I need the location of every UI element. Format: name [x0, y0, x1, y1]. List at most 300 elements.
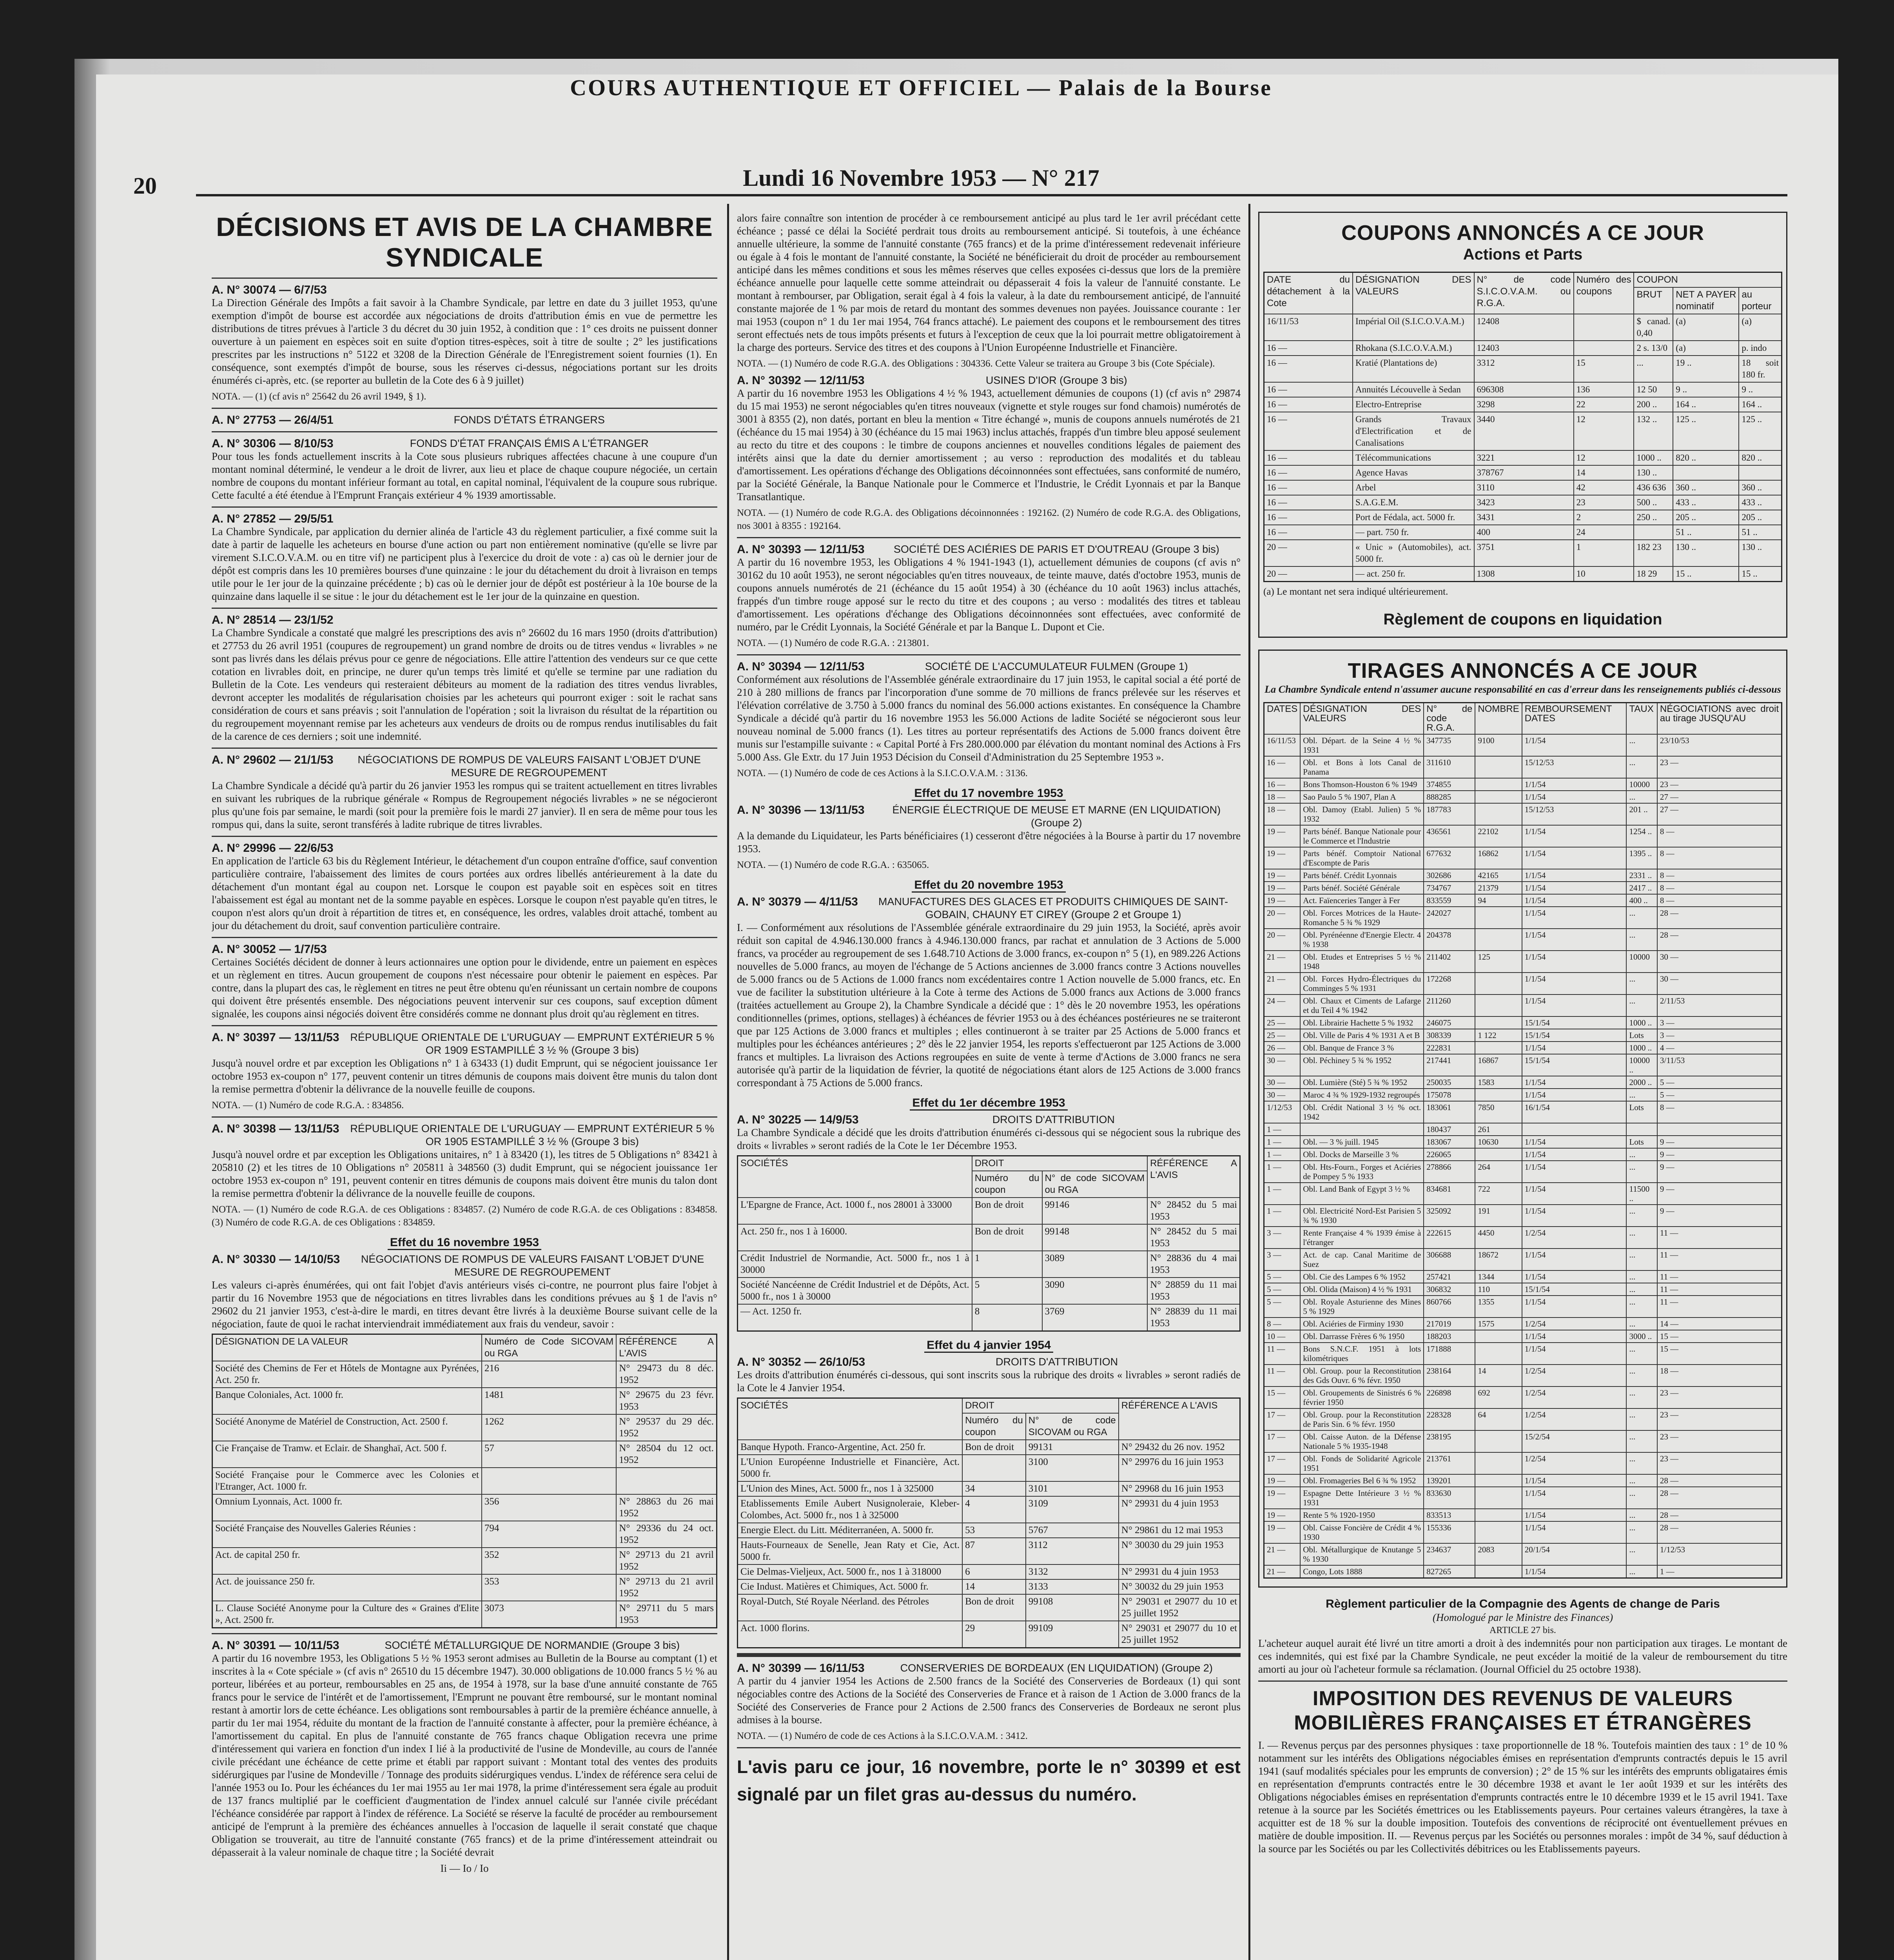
table-cell: « Unic » (Automobiles), act. 5000 fr.	[1353, 540, 1474, 566]
notice-number: A. N° 30398 — 13/11/53	[212, 1122, 339, 1135]
table-cell: L'Union Européenne Industrielle et Financière, Act. 5000 fr.	[738, 1455, 963, 1481]
table-row	[212, 1468, 717, 1494]
notice-header: A. N° 30396 — 13/11/53 ÉNERGIE ÉLECTRIQUE DE MEUSE ET MARNE (EN LIQUIDATION) (Groupe 2)	[737, 804, 1221, 829]
notice-header	[212, 753, 717, 779]
heavy-rule	[737, 1653, 1241, 1657]
table-cell	[1475, 1509, 1522, 1521]
table-cell: 110	[1475, 1283, 1522, 1296]
table-cell: 3 —	[1264, 1249, 1301, 1270]
table-cell: 1575	[1475, 1318, 1522, 1330]
table-cell: 10000	[1626, 951, 1657, 973]
table-cell: 20/1/54	[1522, 1543, 1627, 1565]
table-row	[1264, 1123, 1782, 1136]
table-cell: 374855	[1424, 778, 1475, 791]
table-cell: 19 —	[1264, 825, 1301, 847]
table-cell: 1/1/54	[1522, 1089, 1627, 1101]
table-cell: 11 —	[1657, 1227, 1782, 1249]
table-cell: 3000 ..	[1626, 1330, 1657, 1343]
table-cell: 1/1/54	[1522, 1330, 1627, 1343]
table-row	[1264, 791, 1782, 803]
table-cell: 1 —	[1264, 1123, 1301, 1136]
table-cell: Parts bénéf. Crédit Lyonnais	[1300, 869, 1424, 882]
table-cell: 15 ..	[1739, 566, 1782, 582]
table-cell: Sao Paulo 5 % 1907, Plan A	[1300, 791, 1424, 803]
table-cell	[1475, 1521, 1522, 1543]
table-row	[1264, 1318, 1782, 1330]
table-row	[1264, 1076, 1782, 1089]
table-cell: 57	[482, 1441, 616, 1468]
table-cell: 1344	[1475, 1270, 1522, 1283]
left-notices	[212, 283, 717, 1229]
table-cell: N° 30032 du 29 juin 1953	[1119, 1579, 1240, 1594]
table-cell: 25 —	[1264, 1029, 1301, 1042]
table-row	[1264, 1296, 1782, 1318]
table-cell: 16 —	[1264, 778, 1301, 791]
table-row	[212, 1521, 717, 1548]
notice-number: A. N° 30397 — 13/11/53	[212, 1031, 339, 1044]
table-cell: 1000 ..	[1626, 1042, 1657, 1054]
table-cell: 17 —	[1264, 1452, 1301, 1474]
table-cell: 16 —	[1264, 525, 1353, 540]
table-cell: 1/2/54	[1522, 1318, 1627, 1330]
table-cell: Bons S.N.C.F. 1951 à lots kilométriques	[1300, 1343, 1424, 1365]
table-cell: 226898	[1424, 1387, 1475, 1408]
table-cell: 306832	[1424, 1283, 1475, 1296]
table-cell: 4 —	[1657, 1042, 1782, 1054]
notice-body: La Chambre Syndicale a décidé qu'à partir du 26 janvier 1953 les rompus qui se traitent actuellement en titres livrables en suivant les rubriques de la rubrique générale « Rompus de Regroupement négociés livrables » ne se négocieront plus qu'une fois par semaine, le mardi (soit pour la première fois le mardi 27 janvier). Il en sera de même pour tous les rompus qui, dans la suite, seront transférés à ladite rubrique de titres livrables.	[212, 780, 717, 830]
table-cell: 3423	[1474, 495, 1574, 510]
notice-title: FONDS D'ÉTAT FRANÇAIS ÉMIS A L'ÉTRANGER	[410, 437, 649, 449]
notice-title	[341, 842, 717, 855]
table-cell: N° 29336 du 24 oct. 1952	[616, 1521, 717, 1548]
table-cell: N° 29713 du 21 avril 1952	[616, 1574, 717, 1601]
table-cell: 211402	[1424, 951, 1475, 973]
table-cell: 24	[1574, 525, 1634, 540]
table-cell: 21 —	[1264, 973, 1301, 995]
table-row	[1264, 510, 1782, 525]
table-cell: Obl. et Bons à lots Canal de Panama	[1300, 756, 1424, 778]
table-cell: 27 —	[1657, 791, 1782, 803]
table-cell: 216	[482, 1361, 616, 1388]
table-row	[1264, 1330, 1782, 1343]
table-cell: N° 29031 et 29077 du 10 et 25 juillet 1952	[1119, 1621, 1240, 1648]
table-cell: Obl. Lumière (Sté) 5 ¾ % 1952	[1300, 1076, 1424, 1089]
table-cell: 308339	[1424, 1029, 1475, 1042]
table-cell: 18 —	[1264, 791, 1301, 803]
table-cell: 3751	[1474, 540, 1574, 566]
table-cell: Impérial Oil (S.I.C.O.V.A.M.)	[1353, 314, 1474, 341]
table-cell: Société Française pour le Commerce avec les Colonies et l'Etranger, Act. 1000 fr.	[212, 1468, 482, 1494]
table-row	[738, 1224, 1240, 1251]
table-cell: ...	[1626, 1452, 1657, 1474]
table-cell: 3073	[482, 1601, 616, 1628]
middle-notices	[737, 374, 1241, 780]
notice-title	[335, 943, 717, 956]
table-cell: 347735	[1424, 734, 1475, 756]
table-cell: ...	[1626, 1487, 1657, 1509]
table-cell: ...	[1626, 1565, 1657, 1578]
table-cell: Act. de capital 250 fr.	[212, 1548, 482, 1574]
table-row	[738, 1579, 1240, 1594]
table-cell: 1/2/54	[1522, 1387, 1627, 1408]
table-cell: 5 —	[1264, 1283, 1301, 1296]
table-cell: 1000 ..	[1634, 450, 1673, 465]
table-cell: N° 28504 du 12 oct. 1952	[616, 1441, 717, 1468]
droits-table-1: SOCIÉTÉS DROIT RÉFÉRENCE A L'AVIS Numéro du coupon N° de code SICOVAM ou RGA L'Epargne de France, Act. 1000 f., nos 28001 à 33000 Bon de droit 99146 N° 28452 du 5 mai 1953 Act. 250 fr., nos 1 à 16000. Bon de droit 99148 N° 28452 du 5 mai 1953 Crédit Industriel de Normandie, Act. 5000 fr., nos 1 à 30000 1 3089 N° 28836 du 4 mai 1953 Société Nancéenne de Crédit Industriel et de Dépôts, Act. 5000 fr., nos 1 à 30000 5 3090 N° 28859 du 11 mai 1953 — Act. 1250 fr. 8 3769 N° 28839 du 11 mai 1953	[737, 1155, 1241, 1332]
table-cell: 250 ..	[1634, 510, 1673, 525]
notice-title	[341, 512, 717, 525]
table-cell: Parts bénéf. Société Générale	[1300, 882, 1424, 894]
table-cell: 3 —	[1264, 1227, 1301, 1249]
table-cell: 1/1/54	[1522, 734, 1627, 756]
table-cell: 325092	[1424, 1205, 1475, 1227]
table-cell: 19 —	[1264, 1509, 1301, 1521]
table-cell: 23 —	[1657, 1387, 1782, 1408]
table-cell: 188203	[1424, 1330, 1475, 1343]
notice-body: En application de l'article 63 bis du Règlement Intérieur, le détachement d'un coupon entraîne d'office, sauf convention particulière contraire, l'abaissement des limites de cours portées aux ordres libellés antérieurement à la date du détachement d'un montant égal au coupon net. Lorsque le coupon est payable soit en espèces soit en titres l'abaissement est égal au montant net de la somme payable en espèces. Lorsque le coupon n'est payable qu'en titres, le coupon n'est alors qu'un droit à répartition de titres et, en conséquence, les ordres, valables droit attaché, tombent au jour du détachement du droit, sauf convention particulière contraire.	[212, 855, 717, 931]
tirages-subtitle: La Chambre Syndicale entend n'assumer aucune responsabilité en cas d'erreur dans les renseignements publiés ci-dessous	[1264, 684, 1781, 695]
table-cell: Act. de cap. Canal Maritime de Suez	[1300, 1249, 1424, 1270]
table-cell: 278866	[1424, 1161, 1475, 1183]
left-column	[212, 212, 717, 1960]
table-cell: ...	[1626, 1205, 1657, 1227]
notice-title	[335, 283, 717, 296]
table-cell: 9 —	[1657, 1136, 1782, 1148]
table-cell: Act. de jouissance 250 fr.	[212, 1574, 482, 1601]
table-cell: 16 —	[1264, 465, 1353, 480]
table-cell: ...	[1626, 1387, 1657, 1408]
table-cell: 820 ..	[1673, 450, 1739, 465]
dateline: Lundi 16 Novembre 1953 — N° 217	[743, 165, 1099, 191]
table-row	[1264, 1227, 1782, 1249]
table-cell: 5767	[1026, 1523, 1119, 1538]
table-row	[1264, 778, 1782, 791]
table-row	[1264, 1408, 1782, 1430]
table-cell: 1/1/54	[1522, 1205, 1627, 1227]
table-cell: 222615	[1424, 1227, 1475, 1249]
table-cell	[1475, 1565, 1522, 1578]
table-row	[1264, 951, 1782, 973]
table-cell: 1	[972, 1251, 1042, 1278]
table-row	[738, 1538, 1240, 1564]
table-cell: Obl. Group. pour la Reconstitution des Gds Ouvr. 6 % févr. 1950	[1300, 1365, 1424, 1387]
table-cell: N° 29031 et 29077 du 10 et 25 juillet 1952	[1119, 1594, 1240, 1621]
table-cell: 175078	[1424, 1089, 1475, 1101]
table-cell: 19 —	[1264, 894, 1301, 907]
table-cell: 29	[962, 1621, 1026, 1648]
table-cell: 1/1/54	[1522, 1161, 1627, 1183]
table-cell: 11500 ..	[1626, 1183, 1657, 1205]
table-cell: 15/2/54	[1522, 1430, 1627, 1452]
table-cell: 125 ..	[1739, 412, 1782, 450]
table-cell: 87	[962, 1538, 1026, 1564]
table-cell: 11 —	[1264, 1343, 1301, 1365]
table-cell: 1/1/54	[1522, 1148, 1627, 1161]
table-cell: 28 —	[1657, 1509, 1782, 1521]
table-cell: Hauts-Fourneaux de Senelle, Jean Raty et Cie, Act. 5000 fr.	[738, 1538, 963, 1564]
table-row	[1264, 1183, 1782, 1205]
notice-body: La Chambre Syndicale a constaté que malgré les prescriptions des avis n° 26602 du 16 mars 1950 (droits d'attribution) et 27753 du 26 avril 1951 (coupures de regroupement) un grand nombre de droits ou de titres vendus « livrables » ne sont pas livrés dans les délais prévus pour ce genre de négociations. Elle attire l'attention des vendeurs sur ce que cette cotation en livrables doit, en principe, ne durer qu'un temps très limité et qu'elle se termine par une radiation du Bulletin de la Cote. Les vendeurs qui resteraient débiteurs au moment de la radiation des titres vendus livrables, devront accepter les modalités de régularisation choisies par les acheteurs qui pourront exiger : soit le rachat sans considération de cours et sans préavis ; soit l'annulation de l'opération ; soit la livraison du résultat de la répartition ou du regroupement moyennant remise par les acheteurs aux vendeurs de droits ou de rompus rendus inutilisables du fait de la carence de ces derniers ; soit une indemnité.	[212, 627, 717, 742]
table-cell: Energie Elect. du Litt. Méditerranéen, A. 5000 fr.	[738, 1523, 963, 1538]
coupons-box	[1258, 212, 1787, 638]
table-row	[1264, 1205, 1782, 1227]
table-cell: 9 —	[1657, 1161, 1782, 1183]
table-cell: ...	[1626, 1283, 1657, 1296]
notice-body: A partir du 4 janvier 1954 les Actions de 2.500 francs de la Société des Conserveries de Bordeaux (1) qui sont négociables contre des Actions de la Société des Conserveries de France et à raison de 1 Action de 3.000 francs de la Société des Conserveries de France pour 2 Actions de 2.500 francs des Conserveries de Bordeaux ne seront plus admises à la bourse.	[737, 1675, 1241, 1726]
table-cell: 15	[1574, 356, 1634, 382]
table-cell: 99108	[1026, 1594, 1119, 1621]
table-row	[212, 1441, 717, 1468]
table-row	[1264, 1365, 1782, 1387]
reglement-particulier	[1258, 1597, 1787, 1676]
table-cell	[1657, 1123, 1782, 1136]
table-cell: 6	[962, 1564, 1026, 1579]
table-cell: 222831	[1424, 1042, 1475, 1054]
table-cell: ...	[1626, 1249, 1657, 1270]
table-cell: Obl. Cie des Lampes 6 % 1952	[1300, 1270, 1424, 1283]
notice-header: A. N° 30352 — 26/10/53 DROITS D'ATTRIBUTION	[737, 1356, 1118, 1368]
table-cell: — part. 750 fr.	[1353, 525, 1474, 540]
table-cell: 16/11/53	[1264, 734, 1301, 756]
table-cell: 1/1/54	[1522, 1521, 1627, 1543]
table-row	[1264, 1387, 1782, 1408]
table-row	[1264, 465, 1782, 480]
table-cell: N° 28863 du 26 mai 1952	[616, 1494, 717, 1521]
table-cell: 3109	[1026, 1496, 1119, 1523]
notice-body: Les valeurs ci-après énumérées, qui ont fait l'objet d'avis antérieurs visés ci-contre, ne pourront plus faire l'objet à partir du 16 Novembre 1953 que de négociations en titres livrables dans les conditions prévues au § 1 de l'avis n° 29602 du 21 janvier 1953, c'est-à-dire le mardi, en titres devant être livrés à la deuxième Bourse suivant celle de la négociation, faute de quoi le rachat interviendrait immédiatement aux frais du vendeur, savoir :	[212, 1279, 717, 1330]
table-cell: 24 —	[1264, 995, 1301, 1016]
table-cell: 8 —	[1657, 894, 1782, 907]
notice-body: Conformément aux résolutions de l'Assemblée générale extraordinaire du 17 juin 1953, le capital social a été porté de 210 à 280 millions de francs par l'incorporation d'une somme de 70 millions de francs prélevée sur les réserves et l'élévation corrélative de 3.750 à 5.000 francs du nominal des 56.000 actions existantes. En conséquence la Chambre Syndicale a décidé qu'à partir du 16 novembre 1953 les 56.000 Actions de ladite Société se négocieront sous leur nouveau nominal de 5.000 francs (1). Les titres au porteur représentatifs des Actions de 5.000 francs doivent être munis sur l'estampille suivante : « Capital Porté à Frs 280.000.000 par élévation du montant nominal des Actions à Frs 5.000 Ass. Gle Extr. du 17 Juin 1953 Décision du Conseil d'Administration du 25 Septembre 1953 ».	[737, 673, 1241, 763]
table-cell: 171888	[1424, 1343, 1475, 1365]
table-cell: 12408	[1474, 314, 1574, 341]
notice-body: Les droits d'attribution énumérés ci-dessous, qui sont inscrits sous la rubrique des droits « livrables » seront radiés de la Cote le 4 Janvier 1954.	[737, 1369, 1241, 1394]
table-cell: 182 23	[1634, 540, 1673, 566]
table-cell: 99148	[1042, 1224, 1148, 1251]
table-row	[212, 1574, 717, 1601]
table-cell: 16 —	[1264, 450, 1353, 465]
table-cell	[1626, 1123, 1657, 1136]
notice-header	[212, 414, 717, 426]
table-cell: N° 29713 du 21 avril 1952	[616, 1548, 717, 1574]
table-cell: 1000 ..	[1626, 1016, 1657, 1029]
table-cell: N° 29675 du 23 févr. 1953	[616, 1388, 717, 1414]
table-cell: 5 —	[1264, 1296, 1301, 1318]
table-cell: (a)	[1673, 314, 1739, 341]
notice-body: I. — Conformément aux résolutions de l'Assemblée générale extraordinaire du 29 juin 1953, la Société, après avoir réduit son capital de 4.946.130.000 francs à 4.946.130.000 francs, par rachat et annulation de 3 Actions de 5.000 francs, va procéder au regroupement de ses 1.648.710 Actions de 3.000 francs, ex-coupon n° 5 (1), en 989.226 Actions nouvelles de 5.000 francs, au moyen de l'échange de 5 Actions anciennes de 3.000 francs contre 3 Actions nouvelles de 5.000 francs ou de 5 Actions de 1.000 francs nom excédentaires contre 1 Action nouvelle de 5.000 francs, etc. En vue de faciliter la substitution ultérieure à la Cote à terme des Actions de 5.000 francs aux Actions de 3.000 francs (traitées actuellement au Groupe 2), la Chambre Syndicale a décidé que : 1° dès le 20 novembre 1953, les opérations conditionnelles (primes, options, stellages) à échéances de février 1953 ou à des échéances postérieures ne se traiteront que par 125 Actions de 3.000 francs et multiples ; elles continueront à se traiter par 25 Actions de 5.000 francs et multiples pour les échéances antérieures ; 2° dès le 22 janvier 1954, les reports s'effectueront par 125 Actions de 3.000 francs et multiples. La livraison des Actions regroupées en suite de vente à terme d'Actions de 3.000 francs ne sera autorisée qu'à partir de la liquidation de février, la quotité de négociations étant alors de 125 Actions de 3.000 francs correspondant à 75 Actions de 5.000 francs.	[737, 922, 1241, 1089]
table-cell: 30 —	[1264, 1054, 1301, 1076]
notice-number: A. N° 28514 — 23/1/52	[212, 613, 334, 626]
table-cell: 734767	[1424, 882, 1475, 894]
table-cell: 21379	[1475, 882, 1522, 894]
table-cell: L'Epargne de France, Act. 1000 f., nos 28001 à 33000	[738, 1198, 972, 1224]
table-cell: 353	[482, 1574, 616, 1601]
table-cell	[1475, 1487, 1522, 1509]
table-cell: 1/2/54	[1522, 1452, 1627, 1474]
table-cell: 722	[1475, 1183, 1522, 1205]
table-cell: 833513	[1424, 1509, 1475, 1521]
table-cell: ...	[1626, 1089, 1657, 1101]
table-cell: Banque Coloniales, Act. 1000 fr.	[212, 1388, 482, 1414]
table-cell: Etablissements Emile Aubert Nusignoleraie, Kleber-Colombes, Act. 5000 fr., nos 1 à 325000	[738, 1496, 963, 1523]
table-cell: 12 50	[1634, 382, 1673, 397]
effet-label: Effet du 17 novembre 1953	[737, 787, 1241, 800]
table-cell: 1/1/54	[1522, 973, 1627, 995]
notice-number: A. N° 29602 — 21/1/53	[212, 753, 334, 766]
table-cell: 130 ..	[1739, 540, 1782, 566]
table-cell: 12	[1574, 412, 1634, 450]
table-cell: Obl. Hts-Fourn., Forges et Aciéries de Pompey 5 % 1933	[1300, 1161, 1424, 1183]
table-row	[1264, 314, 1782, 341]
table-cell: 23	[1574, 495, 1634, 510]
table-cell: Obl. Chaux et Ciments de Lafarge et du Teil 4 % 1942	[1300, 995, 1424, 1016]
table-cell: 21 —	[1264, 951, 1301, 973]
table-row	[738, 1440, 1240, 1455]
table-cell: 433 ..	[1739, 495, 1782, 510]
notice-number: A. N° 30392 — 12/11/53	[737, 374, 865, 387]
effet-label: Effet du 20 novembre 1953	[737, 878, 1241, 891]
table-cell: ...	[1626, 1343, 1657, 1365]
table-cell: 1 —	[1264, 1136, 1301, 1148]
reglement-body: L'acheteur auquel aurait été livré un titre amorti a droit à des indemnités pour non participation aux tirages. Le montant de ces indemnités, qui est fixé par la Chambre Syndicale, ne peut excéder la moitié de la valeur de remboursement du titre amorti au jour où l'acheteur formule sa réclamation. (Journal Officiel du 25 octobre 1938).	[1258, 1637, 1787, 1675]
notice-number: A. N° 30052 — 1/7/53	[212, 943, 327, 956]
left-section-title: DÉCISIONS ET AVIS DE LA CHAMBRE SYNDICALE	[216, 212, 713, 272]
table-cell: Royal-Dutch, Sté Royale Néerland. des Pétroles	[738, 1594, 963, 1621]
table-cell: Act. 1000 florins.	[738, 1621, 963, 1648]
table-cell: N° 28836 du 4 mai 1953	[1147, 1251, 1240, 1278]
table-cell: 164 ..	[1739, 397, 1782, 412]
table-cell: $ canad. 0,40	[1634, 314, 1673, 341]
table-cell: 4	[962, 1496, 1026, 1523]
notice-body: A la demande du Liquidateur, les Parts bénéficiaires (1) cesseront d'être négociées à la Bourse à partir du 17 novembre 1953.	[737, 830, 1241, 855]
table-cell: 1254 ..	[1626, 825, 1657, 847]
table-cell: 9100	[1475, 734, 1522, 756]
table-cell: Obl. Land Bank of Egypt 3 ½ %	[1300, 1183, 1424, 1205]
table-cell: 306688	[1424, 1249, 1475, 1270]
table-row	[1264, 1487, 1782, 1509]
table-cell: ...	[1626, 1509, 1657, 1521]
table-cell: Rhokana (S.I.C.O.V.A.M.)	[1353, 341, 1474, 356]
table-cell: 23 —	[1657, 1452, 1782, 1474]
table-row	[738, 1455, 1240, 1481]
table-cell: N° 28452 du 5 mai 1953	[1147, 1224, 1240, 1251]
table-cell: 246075	[1424, 1016, 1475, 1029]
table-cell: 1/1/54	[1522, 847, 1627, 869]
table-cell: 10 —	[1264, 1330, 1301, 1343]
table-cell: 16 —	[1264, 397, 1353, 412]
notice-title: USINES D'IOR (Groupe 3 bis)	[985, 374, 1127, 386]
table-cell	[1673, 465, 1739, 480]
reglement-coupons-title: Règlement de coupons en liquidation	[1383, 611, 1662, 628]
table-cell: 436 636	[1634, 480, 1673, 495]
table-cell: Rente Française 4 % 1939 émise à l'étranger	[1300, 1227, 1424, 1249]
table-cell: 1/1/54	[1522, 1270, 1627, 1283]
table-cell: 15/1/54	[1522, 1016, 1627, 1029]
table-cell: 18672	[1475, 1249, 1522, 1270]
table-row	[1264, 803, 1782, 825]
notice-title: SOCIÉTÉ DES ACIÉRIES DE PARIS ET D'OUTREAU (Groupe 3 bis)	[893, 543, 1219, 555]
table-cell: 356	[482, 1494, 616, 1521]
table-cell: ...	[1626, 1296, 1657, 1318]
table-cell	[1475, 1330, 1522, 1343]
table-row	[738, 1621, 1240, 1648]
table-cell: 827265	[1424, 1565, 1475, 1578]
table-cell: 1 —	[1264, 1205, 1301, 1227]
table-cell: 28 —	[1657, 1474, 1782, 1487]
table-cell: 1262	[482, 1414, 616, 1441]
table-cell: Electro-Entreprise	[1353, 397, 1474, 412]
table-row	[1264, 1452, 1782, 1474]
table-row	[1264, 397, 1782, 412]
table-row	[738, 1496, 1240, 1523]
table-row	[1264, 1509, 1782, 1521]
table-cell	[1300, 1123, 1424, 1136]
table-cell: 360 ..	[1673, 480, 1739, 495]
table-cell: 11 —	[1264, 1365, 1301, 1387]
notice-header	[212, 1122, 717, 1148]
table-cell: Rente 5 % 1920-1950	[1300, 1509, 1424, 1521]
imposition-body: I. — Revenus perçus par des personnes physiques : taxe proportionnelle de 18 %. Toutefois maintien des taux : 1° de 10 % notamment sur les intérêts des Obligations négociables émises en représentation d'emprunts contractés depuis le 15 avril 1941 (sauf modalités spéciales pour les emprunts de conversion) ; 2° de 15 % sur les intérêts des emprunts obligataires émis en représentation d'emprunts contractés entre le 30 décembre 1938 et avant le 1er août 1939 et sur les intérêts des Obligations négociables émises en représentation d'emprunts contractés entre le 10 décembre 1939 et le 15 avril 1941. Taxe retenue à la source par les Sociétés émettrices ou les Etablissements payeurs. Pour certaines valeurs étrangères, la taxe à acquitter est de 18 % sur la double imposition. Toutefois des conventions de réciprocité ont éventuellement prévues en matière de double imposition. II. — Revenus perçus par les Sociétés ou personnes morales : impôt de 34 %, sauf déduction à la source par les Sociétés ou par les Collectivités débitrices ou les Etablissements payeurs.	[1258, 1739, 1787, 1855]
table-cell: 500 ..	[1634, 495, 1673, 510]
table-cell: 16 —	[1264, 510, 1353, 525]
table-cell	[1475, 995, 1522, 1016]
nota: NOTA. — (1) Numéro de code de ces Actions à la S.I.C.O.V.A.M. : 3136.	[737, 768, 1028, 779]
table-row	[212, 1414, 717, 1441]
table-cell: 1/1/54	[1522, 929, 1627, 951]
table-cell: ...	[1626, 1521, 1657, 1543]
table-cell: 201 ..	[1626, 803, 1657, 825]
table-cell: 3769	[1042, 1304, 1148, 1331]
table-cell: Crédit Industriel de Normandie, Act. 5000 fr., nos 1 à 30000	[738, 1251, 972, 1278]
table-cell: Société Française des Nouvelles Galeries Réunies :	[212, 1521, 482, 1548]
table-cell: 164 ..	[1673, 397, 1739, 412]
table-cell: ...	[1626, 907, 1657, 929]
imposition-title: IMPOSITION DES REVENUS DE VALEURS MOBILIÈRES FRANÇAISES ET ÉTRANGÈRES	[1294, 1687, 1752, 1734]
table-cell: 834681	[1424, 1183, 1475, 1205]
table-cell: Obl. Banque de France 3 %	[1300, 1042, 1424, 1054]
table-cell: 99109	[1026, 1621, 1119, 1648]
table-cell: Obl. Royale Asturienne des Mines 5 % 1929	[1300, 1296, 1424, 1318]
table-cell: 234637	[1424, 1543, 1475, 1565]
table-row	[738, 1251, 1240, 1278]
table-cell: 22	[1574, 397, 1634, 412]
table-cell: 400 ..	[1626, 894, 1657, 907]
table-cell: 2083	[1475, 1543, 1522, 1565]
table-cell	[1475, 756, 1522, 778]
table-row	[212, 1601, 717, 1628]
table-cell: 8 —	[1657, 1101, 1782, 1123]
table-cell: Espagne Dette Intérieure 3 ½ % 1931	[1300, 1487, 1424, 1509]
table-cell: 20 —	[1264, 540, 1353, 566]
table-cell: 51 ..	[1739, 525, 1782, 540]
table-cell: 1/2/54	[1522, 1408, 1627, 1430]
table-cell: 7850	[1475, 1101, 1522, 1123]
reglement-particulier-title: Règlement particulier de la Compagnie des Agents de change de Paris	[1326, 1597, 1720, 1610]
table-cell: 8 —	[1657, 847, 1782, 869]
table-cell: 53	[962, 1523, 1026, 1538]
table-cell: ...	[1626, 1474, 1657, 1487]
table-cell: 15/12/53	[1522, 756, 1627, 778]
table-cell: Obl. Départ. de la Seine 4 ½ % 1931	[1300, 734, 1424, 756]
nota: NOTA. — (1) Numéro de code R.G.A. des Obligations : 304336. Cette Valeur se traitera au Groupe 3 bis (Cote Spéciale).	[737, 358, 1215, 369]
table-cell: 16 —	[1264, 412, 1353, 450]
table-cell	[1475, 929, 1522, 951]
table-cell: 1/1/54	[1522, 1042, 1627, 1054]
table-cell: 18 —	[1657, 1365, 1782, 1387]
table-cell: ...	[1626, 1318, 1657, 1330]
notice-number: A. N° 27852 — 29/5/51	[212, 512, 334, 525]
table-cell: 19 —	[1264, 1487, 1301, 1509]
